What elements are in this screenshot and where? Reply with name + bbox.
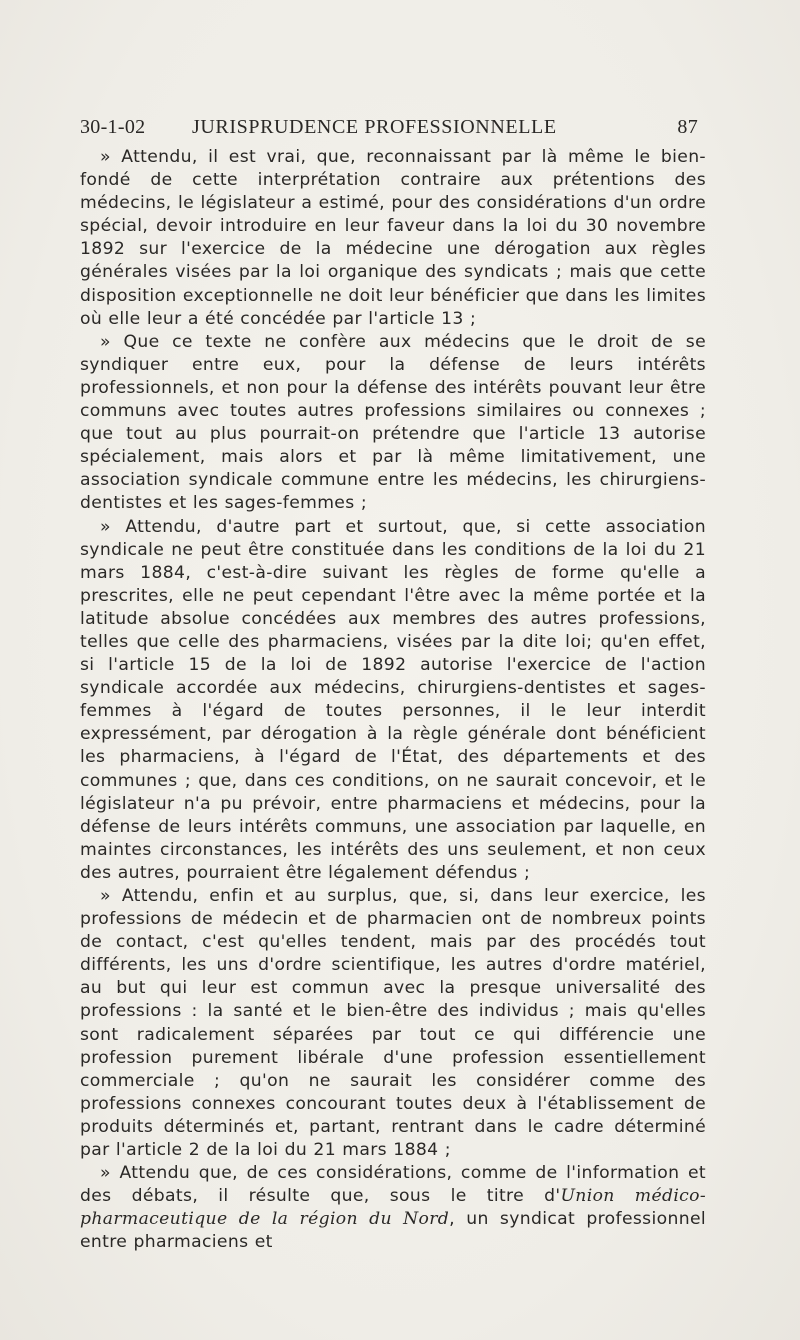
paragraph: » Attendu, il est vrai, que, reconnaissant par là même le bien-fondé de cette interprétation contraire aux prétentions des médecins, le législateur a estimé, pour des considérations d'un ordre spécial, devoir introduire en leur faveur dans la loi du 30 novembre 1892 sur l'exercice de la médecine une dérogation aux règles générales visées par la loi organique des syndicats ; mais que cette disposition exceptionnelle ne doit leur bénéficier que dans les limites où elle leur a été concédée par l'article 13 ; xyxy=(80,147,706,329)
running-header xyxy=(80,116,698,146)
paragraph: » Attendu, enfin et au surplus, que, si, dans leur exercice, les professions de médecin et de pharmacien ont de nombreux points de contact, c'est qu'elles tendent, mais par des procédés tout différents, les uns d'ordre scientifique, les autres d'ordre matériel, au but qui leur est commun avec la presque universalité des professions : la santé et le bien-être des individus ; mais qu'elles sont radicalement séparées par tout ce qui différencie une profession purement libérale d'une profession essentiellement commerciale ; qu'on ne saurait les considérer comme des professions connexes concourant toutes deux à l'établissement de produits déterminés et, partant, rentrant dans le cadre déterminé par l'article 2 de la loi du 21 mars 1884 ; xyxy=(80,886,706,1161)
paragraph-last-start: » Attendu que, de ces considérations, comme de l'information et des débats, il résulte que, sous le titre d' xyxy=(80,1163,706,1207)
body-text xyxy=(80,146,706,1255)
header-title: JURISPRUDENCE PROFESSIONNELLE xyxy=(192,116,557,138)
paragraph-last xyxy=(80,1162,706,1254)
paragraph: » Que ce texte ne confère aux médecins que le droit de se syndiquer entre eux, pour la défense de leurs intérêts professionnels, et non pour la défense des intérêts pouvant leur être communs avec toutes autres professions similaires ou connexes ; que tout au plus pourrait-on prétendre que l'article 13 autorise spécialement, mais alors et par là même limitativement, une association syndicale commune entre les médecins, les chirurgiens-dentistes et les sages-femmes ; xyxy=(80,331,706,514)
syndicate-name: Union médico-pharmaceutique de la région du Nord xyxy=(80,1186,707,1230)
paragraph-last-end: , un syndicat professionnel entre pharmaciens et xyxy=(80,1209,707,1253)
page-number: 87 xyxy=(677,116,698,138)
paragraph: » Attendu, d'autre part et surtout, que, si cette association syndicale ne peut être constituée dans les conditions de la loi du 21 mars 1884, c'est-à-dire suivant les règles de forme qu'elle a prescrites, elle ne peut cependant l'être avec la même portée et la latitude absolue concédées aux membres des autres professions, telles que celle des pharmaciens, visées par la dite loi; qu'en effet, si l'article 15 de la loi de 1892 autorise l'exercice de l'action syndicale accordée aux médecins, chirurgiens-dentistes et sages-femmes à l'égard de toutes personnes, il le leur interdit expressément, par dérogation à la règle générale dont bénéficient les pharmaciens, à l'égard de l'État, des départements et des communes ; que, dans ces conditions, on ne saurait concevoir, et le législateur n'a pu prévoir, entre pharmaciens et médecins, pour la défense de leurs intérêts communs, une association par laquelle, en maintes circonstances, les intérêts des uns seulement, et non ceux des autres, pourraient être légalement défendus ; xyxy=(80,516,706,883)
header-date: 30-1-02 xyxy=(80,116,146,138)
